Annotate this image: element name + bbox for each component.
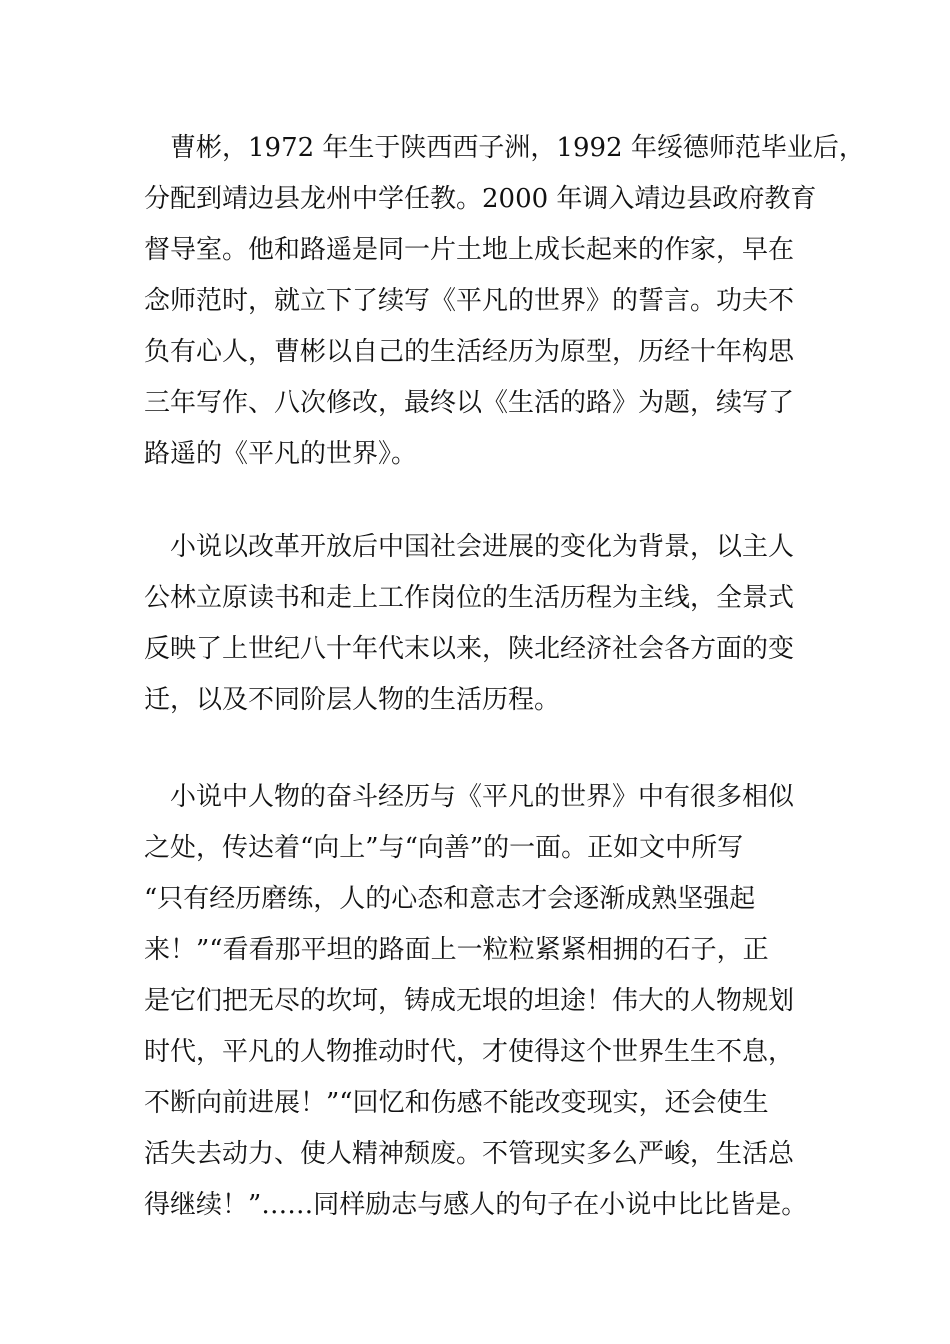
paragraph-novel-background <box>144 522 824 726</box>
text-line: 反映了上世纪八十年代末以来，陕北经济社会各方面的变 <box>144 634 795 664</box>
text-line: 三年写作、八次修改，最终以《生活的路》为题，续写了 <box>144 388 795 418</box>
text-line: 念师范时，就立下了续写《平凡的世界》的誓言。功夫不 <box>144 286 795 316</box>
text-line: 之处，传达着“向上”与“向善”的一面。正如文中所写 <box>144 833 744 863</box>
paragraph-quotes <box>144 772 824 1231</box>
text-line: 分配到靖边县龙州中学任教。2000 年调入靖边县政府教育 <box>144 184 817 214</box>
text-line: 小说以改革开放后中国社会进展的变化为背景，以主人 <box>144 532 795 562</box>
text-line: 公林立原读书和走上工作岗位的生活历程为主线，全景式 <box>144 583 795 613</box>
text-line: 负有心人，曹彬以自己的生活经历为原型，历经十年构思 <box>144 337 795 367</box>
text-line: 活失去动力、使人精神颓废。不管现实多么严峻，生活总 <box>144 1139 795 1169</box>
text-line: 迁，以及不同阶层人物的生活历程。 <box>144 685 561 715</box>
paragraph-author-bio <box>144 123 865 480</box>
text-line: 小说中人物的奋斗经历与《平凡的世界》中有很多相似 <box>144 782 795 812</box>
text-line: 路遥的《平凡的世界》。 <box>144 439 418 469</box>
text-line: 曹彬，1972 年生于陕西西子洲，1992 年绥德师范毕业后， <box>144 133 865 163</box>
text-line: 是它们把无尽的坎坷，铸成无垠的坦途！伟大的人物规划 <box>144 986 795 1016</box>
text-line: 督导室。他和路遥是同一片土地上成长起来的作家，早在 <box>144 235 795 265</box>
text-line: 不断向前进展！”“回忆和伤感不能改变现实，还会使生 <box>144 1088 769 1118</box>
text-line: 得继续！”……同样励志与感人的句子在小说中比比皆是。 <box>144 1190 808 1220</box>
text-line: 时代，平凡的人物推动时代，才使得这个世界生生不息， <box>144 1037 795 1067</box>
text-line: 来！”“看看那平坦的路面上一粒粒紧紧相拥的石子，正 <box>144 935 769 965</box>
text-line: “只有经历磨练，人的心态和意志才会逐渐成熟坚强起 <box>144 884 756 914</box>
